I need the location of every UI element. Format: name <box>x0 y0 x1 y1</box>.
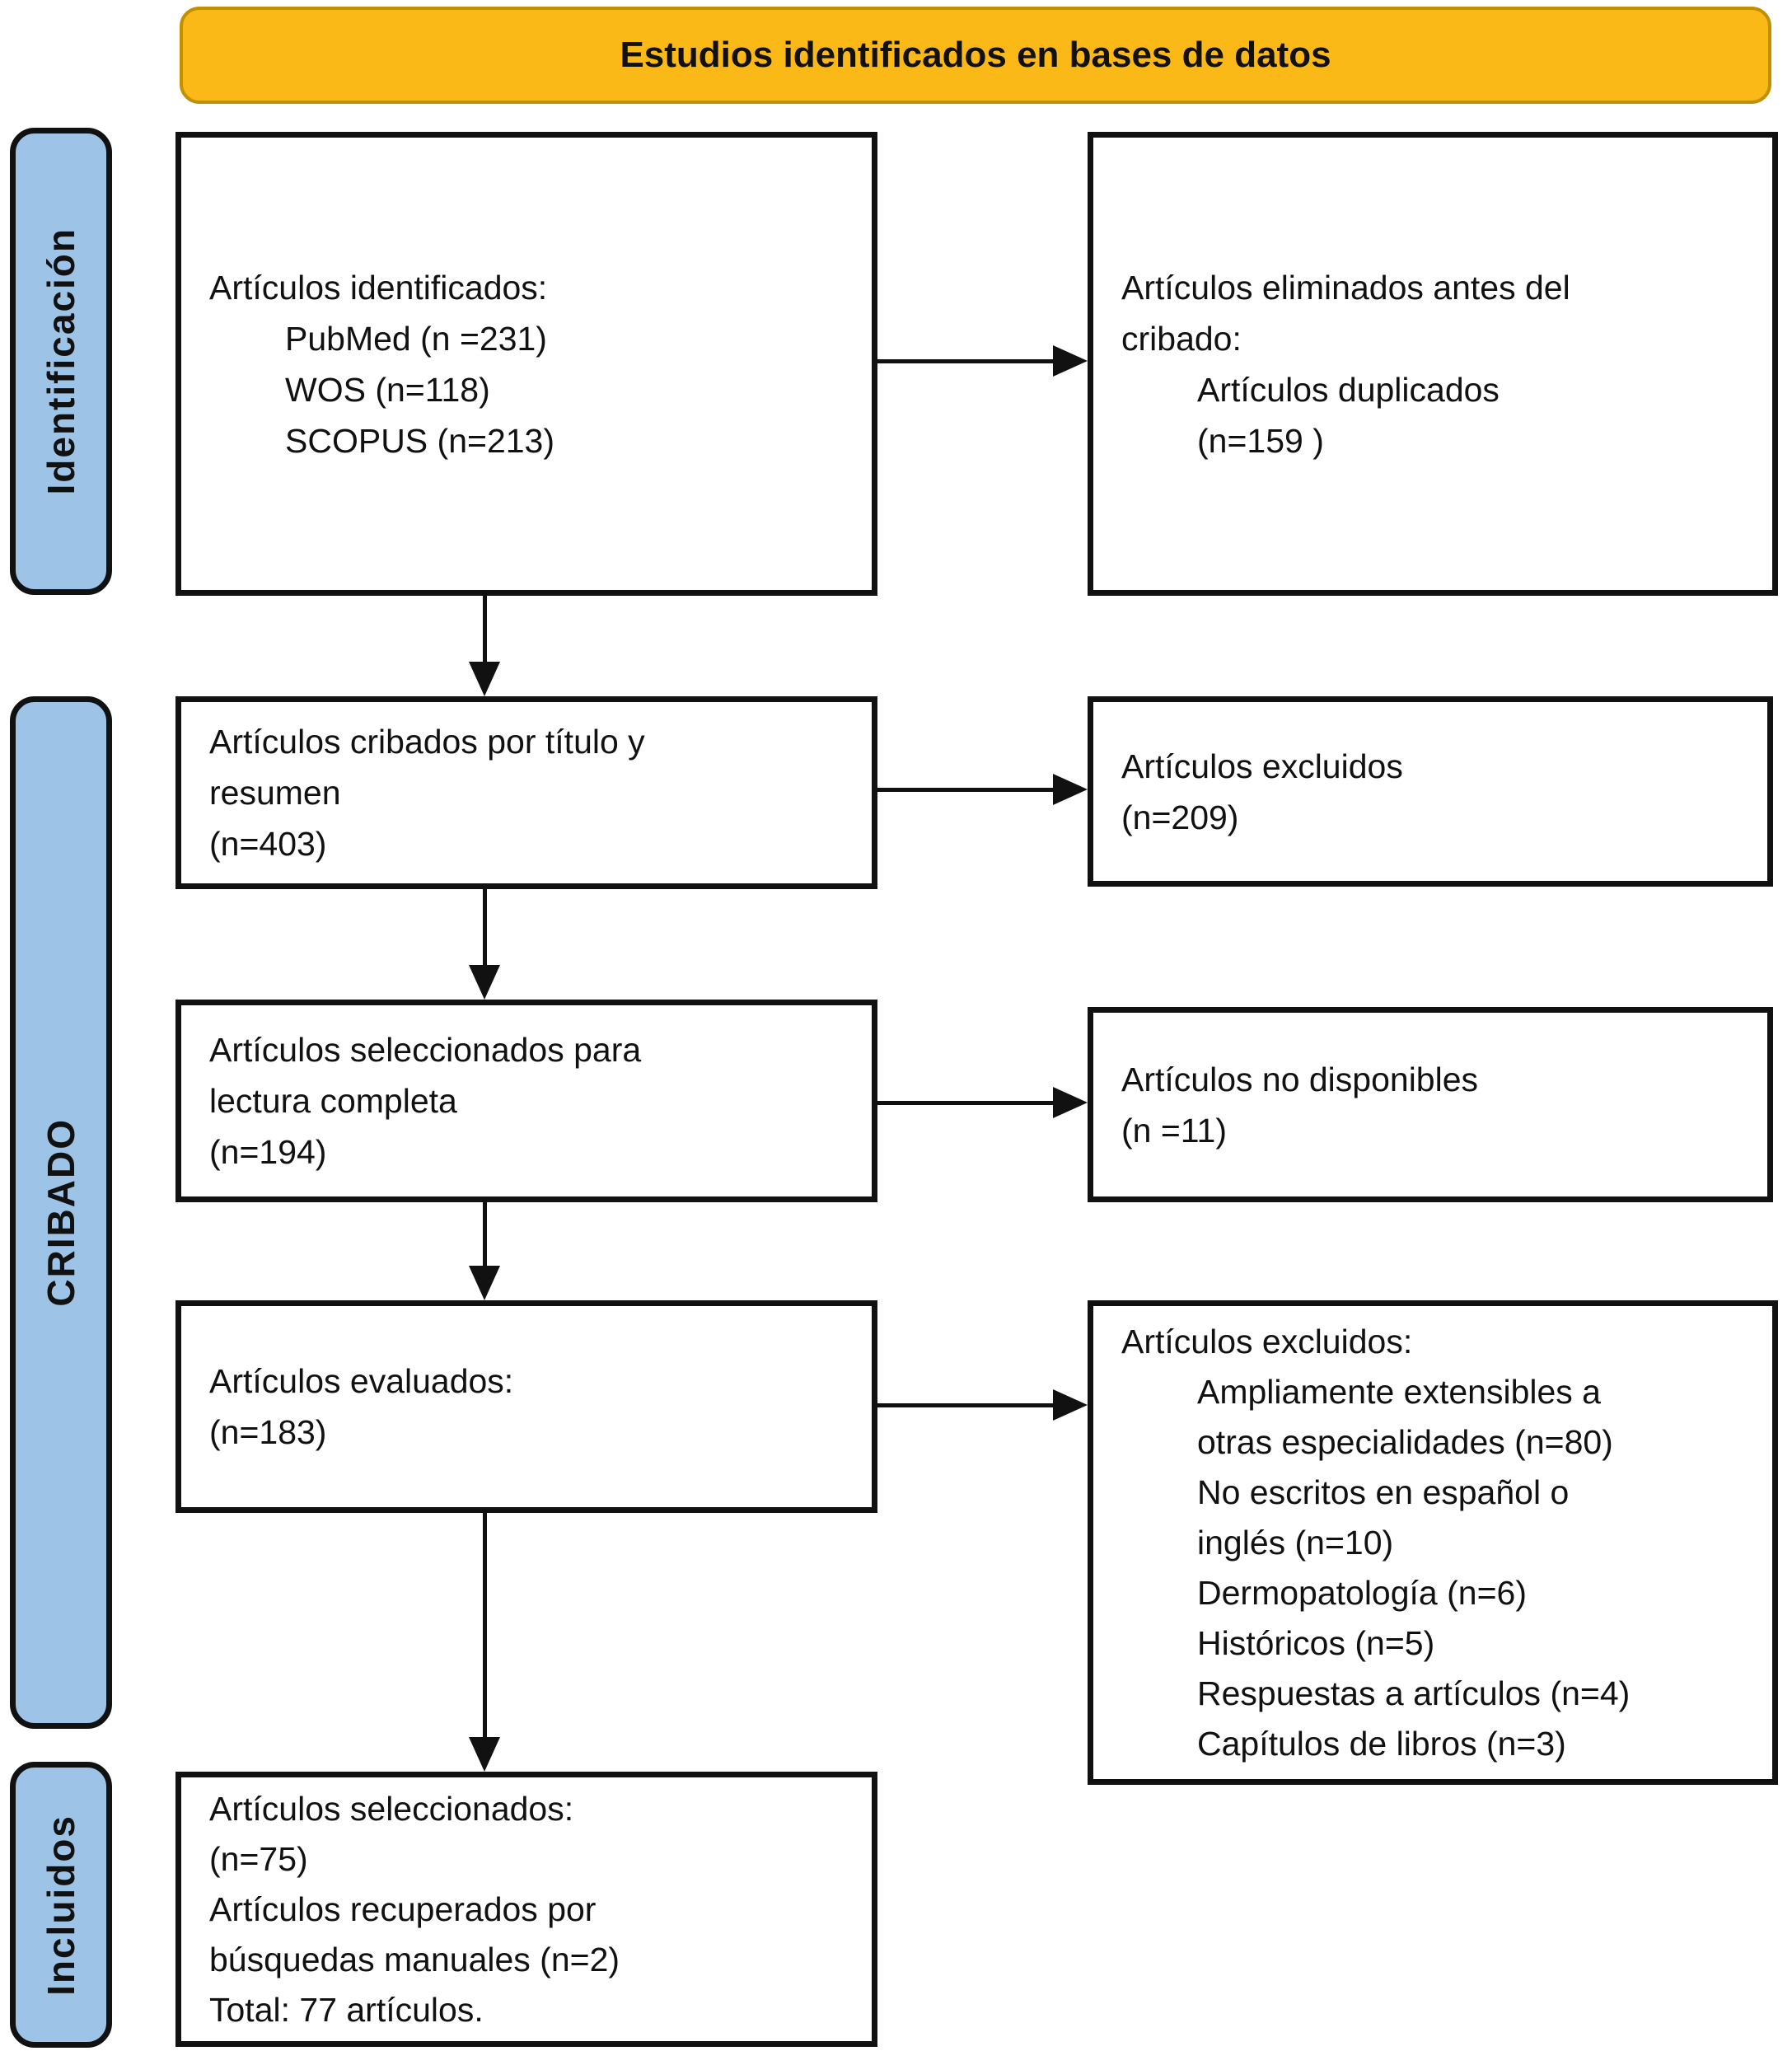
box-articulos-identificados <box>175 132 877 596</box>
box-line: Artículos recuperados por <box>209 1889 597 1928</box>
banner-label: Estudios identificados en bases de datos <box>620 35 1331 75</box>
box-line: WOS (n=118) <box>285 370 490 409</box>
box-line: (n =11) <box>1121 1111 1228 1150</box>
box-line: lectura completa <box>209 1082 457 1120</box>
box-line: (n=183) <box>209 1413 327 1451</box>
box-line: Artículos seleccionados para <box>209 1031 642 1069</box>
box-line: Históricos (n=5) <box>1197 1623 1435 1662</box>
stage-cribado <box>10 696 112 1729</box>
arrow-shaft <box>483 889 487 967</box>
box-line: Artículos duplicados <box>1197 370 1500 409</box>
box-line: No escritos en español o <box>1197 1473 1570 1511</box>
stage-incluidos-label: Incluidos <box>40 1814 82 1996</box>
box-line: inglés (n=10) <box>1197 1523 1394 1562</box>
box-cribados-titulo-resumen <box>175 696 877 889</box>
box-line: Total: 77 artículos. <box>209 1990 484 2029</box>
arrow-shaft <box>877 788 1055 792</box>
box-line: Respuestas a artículos (n=4) <box>1197 1674 1631 1712</box>
box-no-disponibles <box>1088 1007 1773 1202</box>
box-line: cribado: <box>1121 319 1242 358</box>
box-line: SCOPUS (n=213) <box>285 421 554 460</box>
arrow-shaft <box>483 1513 487 1739</box>
arrow-shaft <box>877 1403 1055 1407</box>
stage-identificacion <box>10 128 112 595</box>
box-line: PubMed (n =231) <box>285 319 547 358</box>
box-line: búsquedas manuales (n=2) <box>209 1940 620 1978</box>
box-line: Artículos no disponibles <box>1121 1060 1479 1098</box>
stage-incluidos <box>10 1762 112 2048</box>
arrow-head-icon <box>469 662 500 696</box>
arrow-shaft <box>877 359 1055 363</box>
arrow-shaft <box>877 1101 1055 1105</box>
arrow-head-icon <box>469 1266 500 1300</box>
arrow-head-icon <box>469 965 500 1000</box>
box-articulos-eliminados <box>1088 132 1778 596</box>
box-incluidos-final <box>175 1772 877 2047</box>
box-evaluados <box>175 1300 877 1513</box>
arrow-head-icon <box>1053 1389 1088 1421</box>
box-line: Artículos excluidos: <box>1121 1322 1413 1360</box>
box-line: Artículos excluidos <box>1121 747 1403 785</box>
box-line: Artículos cribados por título y <box>209 723 645 761</box>
arrow-shaft <box>483 596 487 663</box>
box-line: (n=403) <box>209 825 327 863</box>
arrow-head-icon <box>1053 1087 1088 1118</box>
arrow-head-icon <box>469 1737 500 1772</box>
box-line: Artículos identificados: <box>209 268 548 307</box>
box-line: (n=159 ) <box>1197 421 1324 460</box>
box-line: (n=209) <box>1121 798 1239 836</box>
box-line: Capítulos de libros (n=3) <box>1197 1724 1566 1763</box>
box-line: (n=194) <box>209 1133 327 1171</box>
box-line: Artículos evaluados: <box>209 1362 514 1400</box>
box-line: Dermopatología (n=6) <box>1197 1573 1527 1612</box>
box-line: otras especialidades (n=80) <box>1197 1422 1613 1461</box>
box-seleccionados-lectura <box>175 1000 877 1202</box>
box-line: Artículos eliminados antes del <box>1121 268 1570 307</box>
banner-title <box>180 7 1771 104</box>
box-excluidos-cribado <box>1088 696 1773 887</box>
box-line: Artículos seleccionados: <box>209 1789 574 1828</box>
stage-identificacion-label: Identificación <box>40 227 82 495</box>
box-excluidos-motivos <box>1088 1300 1778 1785</box>
box-line: Ampliamente extensibles a <box>1197 1372 1601 1411</box>
arrow-head-icon <box>1053 345 1088 377</box>
arrow-head-icon <box>1053 774 1088 805</box>
box-line: (n=75) <box>209 1839 308 1878</box>
arrow-shaft <box>483 1202 487 1267</box>
stage-cribado-label: CRIBADO <box>40 1118 82 1307</box>
box-line: resumen <box>209 774 341 812</box>
